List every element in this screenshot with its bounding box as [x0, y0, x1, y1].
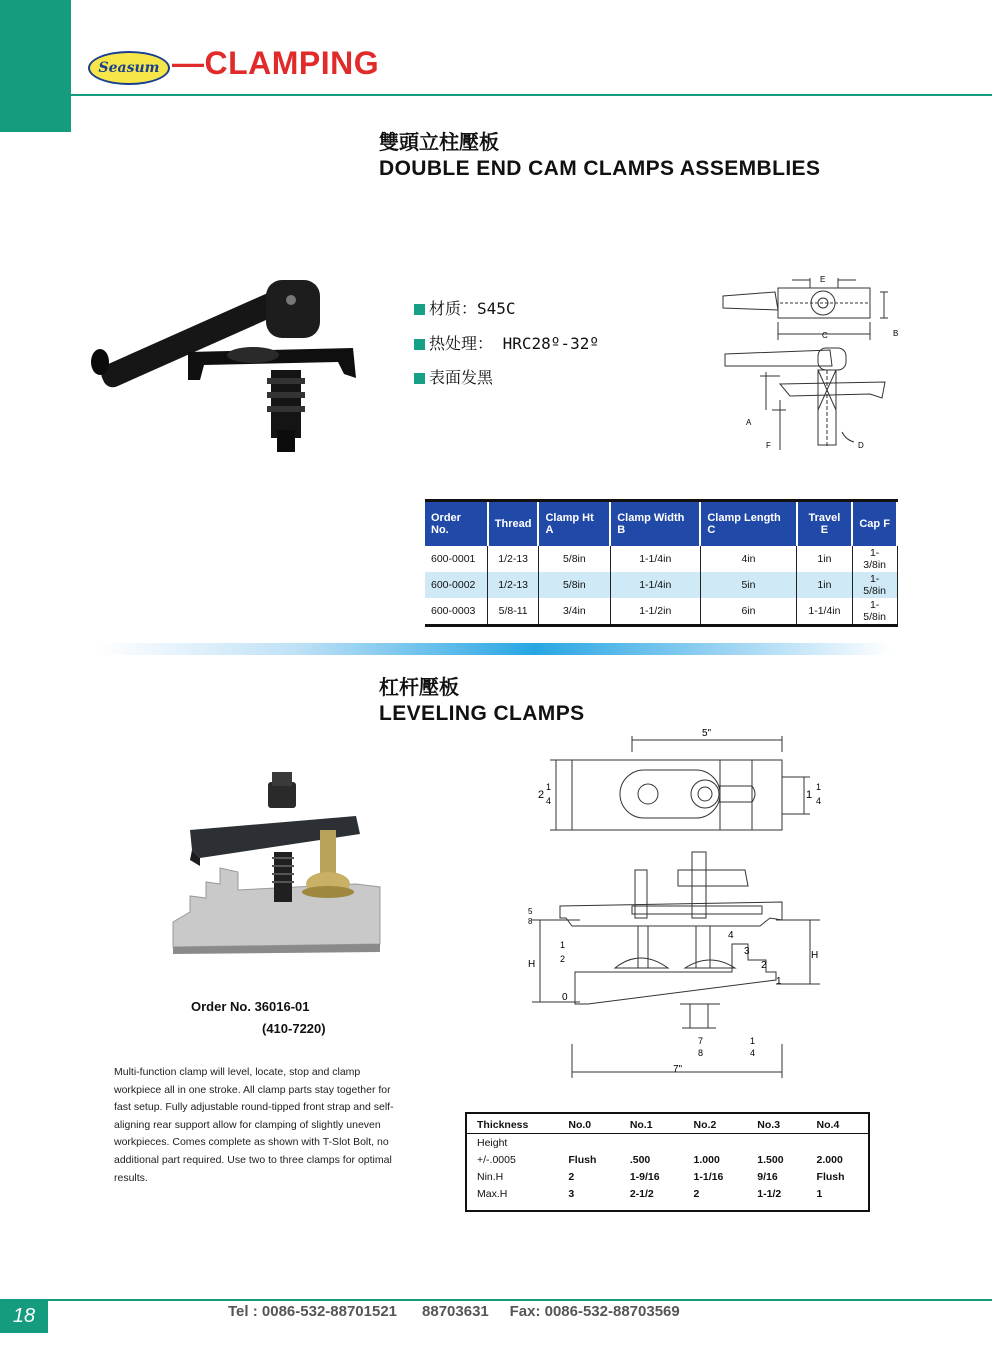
- dim-right-whole: 1: [806, 789, 813, 801]
- spec-finish-text: 表面发黑: [429, 368, 494, 387]
- dim-frac-left-num: 1: [560, 940, 566, 950]
- cam-clamp-photo: [88, 270, 363, 455]
- th-no1: No.1: [620, 1116, 684, 1134]
- dim-bot-a-den: 8: [698, 1048, 704, 1058]
- cell: 1-9/16: [629, 1170, 660, 1183]
- spec-material: [414, 296, 516, 319]
- dim-right-den: 4: [816, 796, 822, 806]
- cell: 3: [568, 1187, 575, 1200]
- cell: 600-0002: [425, 572, 488, 598]
- table-row: [425, 598, 897, 624]
- cell: 2.000: [816, 1153, 843, 1166]
- dim-side-den: 8: [528, 917, 533, 926]
- order-number-alt: (410-7220): [262, 1021, 326, 1036]
- cam-clamp-table: [425, 499, 898, 627]
- dim-h-right: H: [811, 950, 819, 961]
- bullet-square-icon: [414, 304, 425, 315]
- section1-title-en: DOUBLE END CAM CLAMPS ASSEMBLIES: [379, 157, 821, 180]
- cell: 4in: [700, 546, 796, 572]
- cell: [620, 1134, 684, 1152]
- cell: 9/16: [757, 1170, 778, 1183]
- cell: 600-0003: [425, 598, 488, 624]
- dim-bot-b-num: 1: [750, 1036, 756, 1046]
- diagram-label-f: F: [766, 441, 771, 450]
- dim-bot-a-num: 7: [698, 1036, 704, 1046]
- table-row: [467, 1168, 868, 1185]
- header-green-block: [0, 0, 71, 132]
- spec-heat-treatment: [414, 331, 599, 354]
- th-clamp-length: Clamp Length C: [700, 502, 796, 546]
- cell: 1-5/8in: [852, 572, 897, 598]
- table-row: [425, 572, 897, 598]
- product-description: Multi-function clamp will level, locate, stop and clamp workpiece all in one stroke. All clamp parts stay together for fast setup. Fully adjustable round-tipped front strap and self-aligning rear support allow for clamping of slightly uneven workpieces. Comes complete as shown with T-Slot Bolt, no additional part required. Use two to three clamps for optimal results.: [114, 1066, 394, 1184]
- cell: Height: [477, 1136, 508, 1149]
- table-header-row: [425, 502, 897, 546]
- cell: 5/8in: [538, 572, 610, 598]
- cell: 1in: [797, 546, 853, 572]
- cell: 1-1/4in: [610, 572, 700, 598]
- header-rule: [71, 94, 992, 96]
- step-label-2: 2: [761, 960, 767, 971]
- leveling-clamp-diagram: [520, 722, 832, 1082]
- dim-left-whole: 2: [538, 789, 545, 801]
- cell: .500: [629, 1153, 651, 1166]
- cell: 2: [568, 1170, 575, 1183]
- cam-clamp-diagram: [720, 270, 900, 455]
- dim-left-den: 4: [546, 796, 552, 806]
- step-label-3: 3: [744, 946, 750, 957]
- cell: 5/8in: [538, 546, 610, 572]
- leveling-clamp-table: [465, 1112, 870, 1212]
- leveling-clamp-photo: [168, 772, 383, 957]
- cell: Flush: [816, 1170, 845, 1183]
- footer-rule: [48, 1299, 992, 1301]
- dim-frac-left-den: 2: [560, 954, 566, 964]
- table-row: [425, 546, 897, 572]
- diagram-label-e: E: [820, 275, 826, 284]
- th-thickness: Thickness: [467, 1116, 558, 1134]
- step-label-4: 4: [728, 930, 734, 941]
- th-cap: Cap F: [852, 502, 897, 546]
- cell: [684, 1134, 748, 1152]
- cell: 600-0001: [425, 546, 488, 572]
- section2-title-cn: 杠杆壓板: [379, 675, 459, 699]
- cell: 1-3/8in: [852, 546, 897, 572]
- dim-bot-b-den: 4: [750, 1048, 756, 1058]
- cell: 1.500: [757, 1153, 784, 1166]
- th-no3: No.3: [747, 1116, 806, 1134]
- bullet-square-icon: [414, 373, 425, 384]
- section-divider: [98, 643, 892, 655]
- dim-right-num: 1: [816, 782, 822, 792]
- footer-contact: Tel : 0086-532-88701521 88703631 Fax: 0086-532-88703569: [228, 1303, 680, 1320]
- cell: 1-1/4in: [610, 546, 700, 572]
- diagram-label-b: B: [893, 329, 899, 338]
- cell: 5in: [700, 572, 796, 598]
- cell: Max.H: [477, 1187, 508, 1200]
- diagram-label-a: A: [746, 418, 752, 427]
- diagram-label-c: C: [822, 331, 828, 340]
- cell: Flush: [568, 1153, 597, 1166]
- table-row: [467, 1151, 868, 1168]
- table-header-row: [467, 1116, 868, 1134]
- cell: [747, 1134, 806, 1152]
- diagram-label-d: D: [858, 441, 864, 450]
- cell: 1-1/2: [757, 1187, 782, 1200]
- table-row: [467, 1185, 868, 1202]
- spec-material-text: 材质：S45C: [429, 299, 516, 318]
- section2-title-en: LEVELING CLAMPS: [379, 702, 585, 725]
- dim-bottom-width: 7": [673, 1064, 683, 1075]
- th-order-no: Order No.: [425, 502, 488, 546]
- dim-side-num: 5: [528, 907, 533, 916]
- th-clamp-width: Clamp Width B: [610, 502, 700, 546]
- brand-logo: Seasum: [88, 51, 170, 85]
- cell: 1.000: [693, 1153, 720, 1166]
- cell: 1: [816, 1187, 823, 1200]
- page-number: 18: [0, 1299, 48, 1333]
- section1-title-cn: 雙頭立柱壓板: [379, 130, 499, 154]
- cell: 1-5/8in: [852, 598, 897, 624]
- dim-left-num: 1: [546, 782, 552, 792]
- bullet-square-icon: [414, 339, 425, 350]
- cell: 1-1/16: [693, 1170, 724, 1183]
- cell: 1/2-13: [488, 546, 539, 572]
- cell: [807, 1134, 868, 1152]
- cell: 2: [693, 1187, 700, 1200]
- th-thread: Thread: [488, 502, 539, 546]
- th-clamp-ht: Clamp Ht A: [538, 502, 610, 546]
- th-no2: No.2: [684, 1116, 748, 1134]
- th-no0: No.0: [558, 1116, 619, 1134]
- dim-h-left: H: [528, 959, 536, 970]
- cell: [558, 1134, 619, 1152]
- cell: +/-.0005: [477, 1153, 516, 1166]
- cell: 1in: [797, 572, 853, 598]
- spec-finish: [414, 365, 493, 388]
- cell: 5/8-11: [488, 598, 539, 624]
- cell: 2-1/2: [629, 1187, 654, 1200]
- step-label-0: 0: [562, 992, 568, 1003]
- cell: 1-1/2in: [610, 598, 700, 624]
- order-number: Order No. 36016-01: [191, 999, 310, 1014]
- step-label-1: 1: [776, 976, 782, 987]
- cell: 1-1/4in: [797, 598, 853, 624]
- spec-heat-text: 热处理： HRC28º-32º: [429, 334, 599, 353]
- th-no4: No.4: [807, 1116, 868, 1134]
- cell: 6in: [700, 598, 796, 624]
- dim-top-width: 5": [702, 728, 712, 739]
- cell: 3/4in: [538, 598, 610, 624]
- table-row: [467, 1134, 868, 1152]
- cell: Nin.H: [477, 1170, 504, 1183]
- th-travel: Travel E: [797, 502, 853, 546]
- section-title: —CLAMPING: [172, 45, 380, 81]
- cell: 1/2-13: [488, 572, 539, 598]
